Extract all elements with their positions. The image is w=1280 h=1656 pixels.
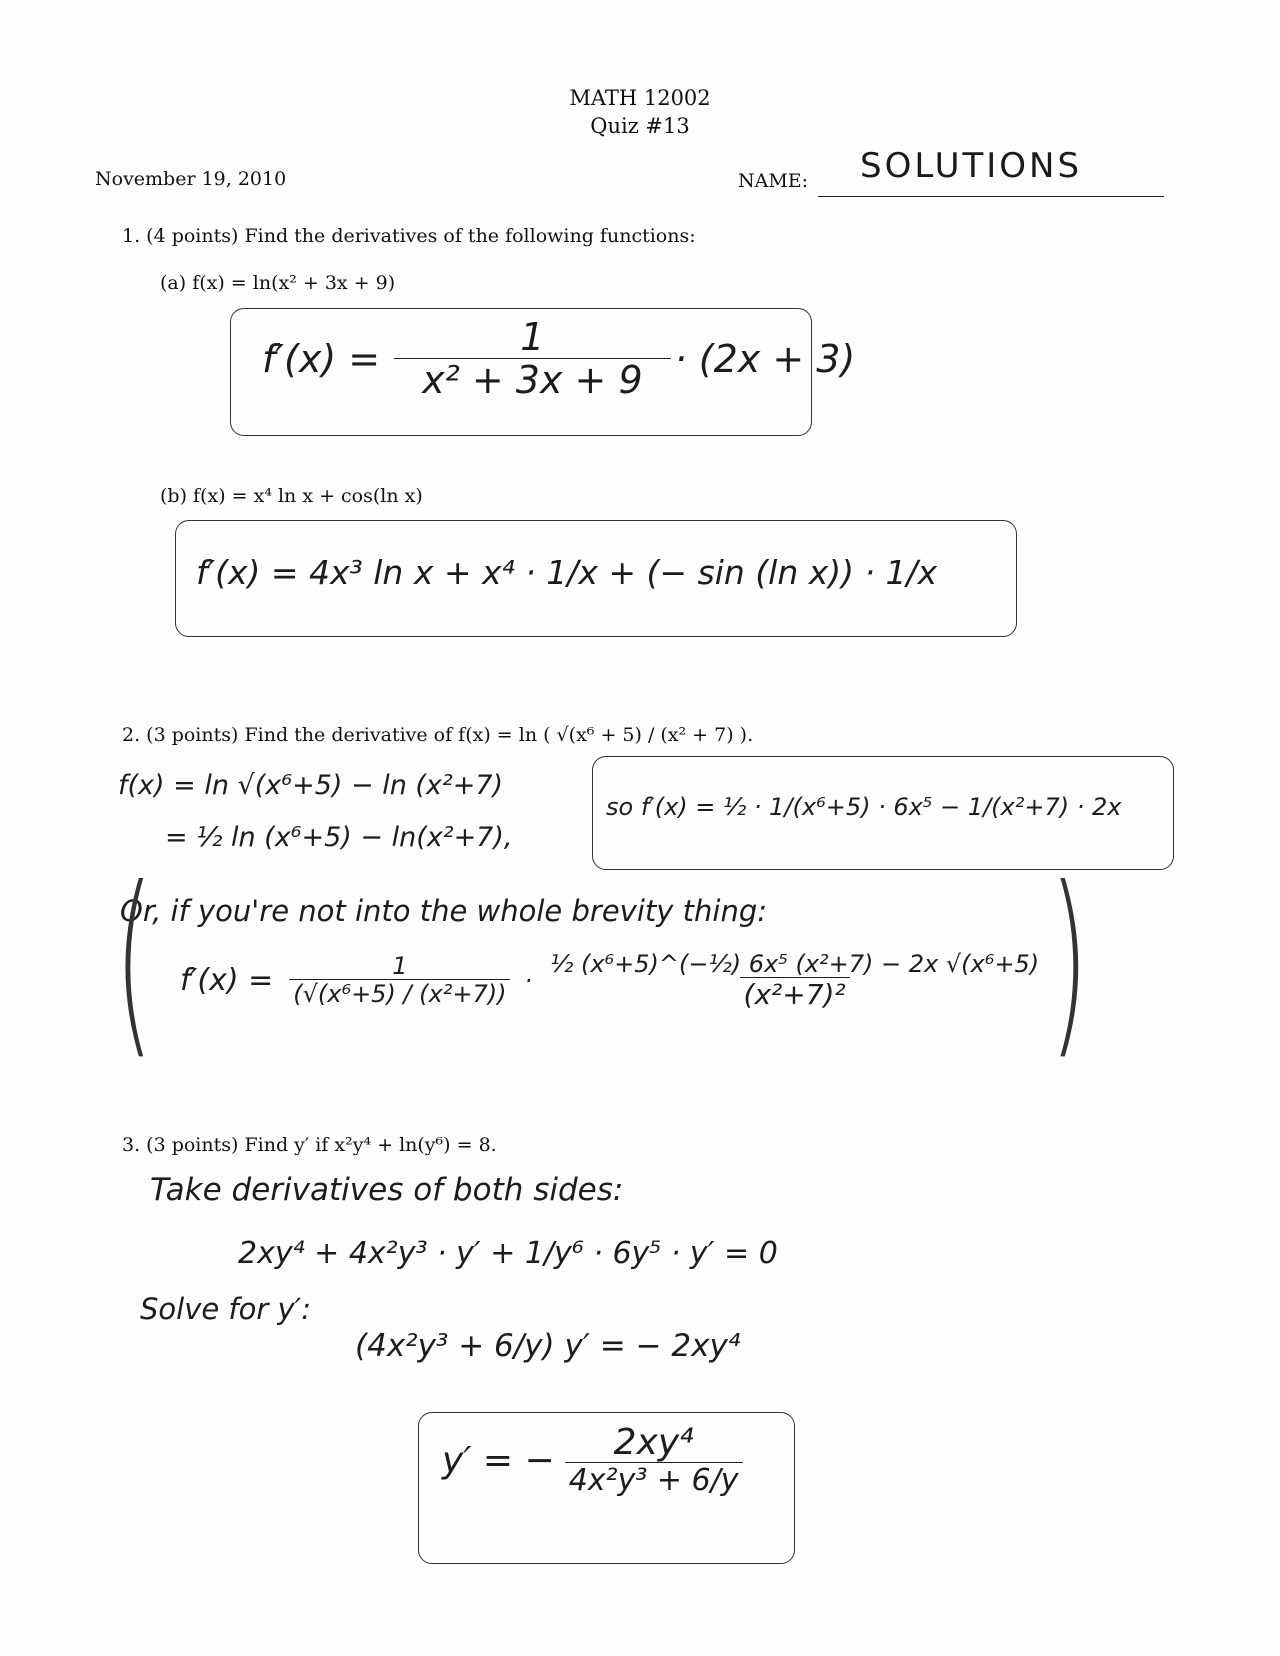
problem-2-work-line-2: = ½ ln (x⁶+5) − ln(x²+7), (165, 822, 513, 853)
quiz-number: Quiz #13 (590, 114, 690, 138)
problem-2-right-paren: ) (1049, 845, 1089, 1078)
problem-3-step-1-equation: 2xy⁴ + 4x²y³ · y′ + 1/y⁶ · 6y⁵ · y′ = 0 (238, 1236, 778, 1271)
problem-2-alt-second-fraction (546, 952, 1043, 1010)
problem-1a-answer-tail: · (2x + 3) (674, 337, 856, 382)
problem-3-prompt: 3. (3 points) Find y′ if x²y⁴ + ln(y⁶) = 8. (122, 1134, 497, 1156)
problem-2-alt-lhs: f′(x) = (180, 963, 274, 999)
problem-2-alt-solution (180, 952, 1047, 1010)
problem-2-boxed-answer: so f′(x) = ½ · 1/(x⁶+5) · 6x⁵ − 1/(x²+7) · 2x (606, 793, 1122, 821)
name-label: NAME: (738, 170, 809, 192)
problem-2-alt-second-denominator: (x²+7)² (740, 977, 850, 1009)
problem-2-prompt: 2. (3 points) Find the derivative of f(x) = ln ( √(x⁶ + 5) / (x² + 7) ). (122, 724, 754, 746)
problem-1-prompt: 1. (4 points) Find the derivatives of the following functions: (122, 225, 696, 247)
problem-2-alt-second-numerator: ½ (x⁶+5)^(−½) 6x⁵ (x²+7) − 2x √(x⁶+5) (550, 950, 1040, 978)
problem-1a-answer-lhs: f′(x) = (262, 337, 381, 382)
problem-1a-label: (a) f(x) = ln(x² + 3x + 9) (160, 272, 396, 294)
course-title: MATH 12002 (569, 86, 711, 110)
problem-2-alt-first-denominator: (√(x⁶+5) / (x²+7)) (289, 979, 510, 1007)
problem-1a-numerator: 1 (520, 315, 545, 359)
problem-2-alt-first-fraction (289, 954, 510, 1007)
problem-2-alt-intro: Or, if you're not into the whole brevity thing: (120, 894, 768, 928)
problem-3-final-lhs: y′ = − (442, 1439, 555, 1481)
quiz-date: November 19, 2010 (95, 168, 287, 190)
problem-1b-label: (b) f(x) = x⁴ ln x + cos(ln x) (160, 485, 423, 507)
problem-1a-denominator: x² + 3x + 9 (394, 358, 671, 401)
problem-3-step-2-equation: (4x²y³ + 6/y) y′ = − 2xy⁴ (355, 1328, 741, 1364)
problem-1a-fraction (394, 315, 671, 402)
problem-1a-answer (262, 315, 856, 402)
problem-2-alt-first-numerator: 1 (392, 952, 408, 981)
problem-1b-answer: f′(x) = 4x³ ln x + x⁴ · 1/x + (− sin (ln x)) · 1/x (196, 553, 938, 592)
problem-3-step-2-label: Solve for y′: (140, 1292, 312, 1326)
problem-2-alt-dot: · (524, 966, 533, 995)
problem-2-work-line-1: f(x) = ln √(x⁶+5) − ln (x²+7) (118, 770, 504, 801)
name-underline (818, 196, 1164, 197)
name-handwritten: SOLUTIONS (860, 146, 1083, 186)
problem-3-step-1-label: Take derivatives of both sides: (150, 1172, 624, 1208)
problem-3-final-answer (442, 1424, 747, 1496)
problem-2-left-paren: ( (114, 845, 154, 1078)
problem-3-final-denominator: 4x²y³ + 6/y (565, 1462, 743, 1497)
problem-3-final-numerator: 2xy⁴ (613, 1422, 694, 1463)
problem-3-final-fraction (565, 1424, 743, 1496)
